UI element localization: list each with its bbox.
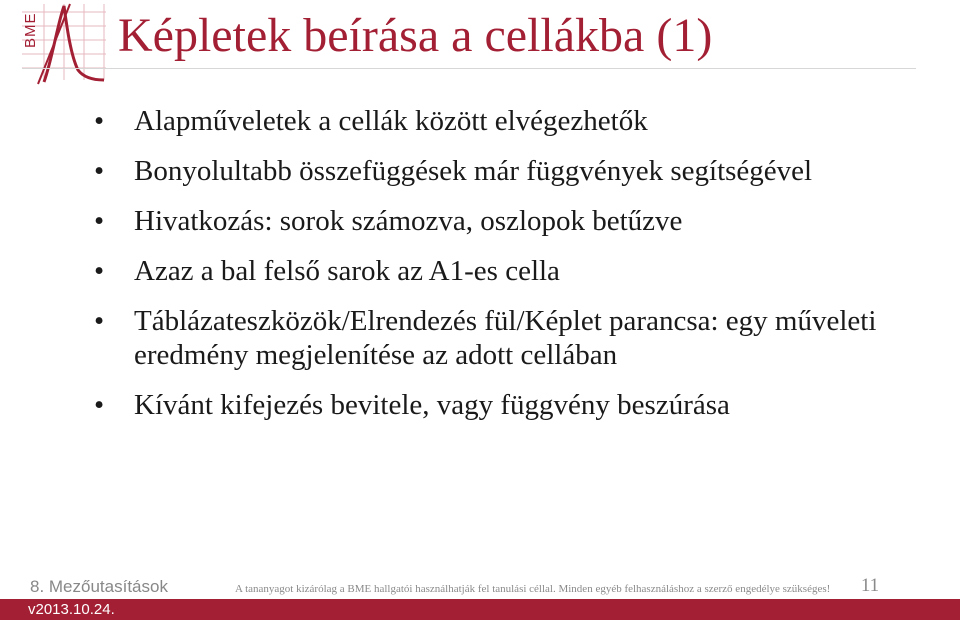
bullet-symbol: •: [94, 205, 105, 237]
bullet-text: Azaz a bal felső sarok az A1-es cella: [134, 255, 560, 287]
bullet-text: Alapműveletek a cellák között elvégezhetők: [134, 105, 648, 137]
footer-section: 8. Mezőutasítások: [30, 577, 168, 596]
bullet-item: [94, 104, 914, 138]
bullet-symbol: •: [94, 255, 105, 287]
page-number: 11: [860, 575, 880, 596]
bullet-list: [94, 104, 914, 438]
bullet-text: Táblázateszközök/Elrendezés fül/Képlet parancsa: egy műveleti eredmény megjelenítése az adott cellában: [134, 305, 877, 371]
bullet-symbol: •: [94, 155, 105, 187]
bullet-item: [94, 304, 914, 372]
title-divider: [22, 68, 916, 69]
footer-notice: A tananyagot kizárólag a BME hallgatói használhatják fel tanulási céllal. Minden egyéb felhasználáshoz a szerző engedélye szükséges!: [235, 583, 831, 595]
bullet-item: [94, 254, 914, 288]
bullet-symbol: •: [94, 389, 105, 421]
bullet-text: Bonyolultabb összefüggések már függvények segítségével: [134, 155, 813, 187]
bullet-symbol: •: [94, 305, 105, 337]
version-label: v2013.10.24.: [28, 601, 115, 618]
bullet-item: [94, 154, 914, 188]
bullet-item: [94, 388, 914, 422]
footer-bar: [0, 599, 960, 620]
logo-text: BME: [22, 12, 39, 48]
bullet-text: Hivatkozás: sorok számozva, oszlopok betűzve: [134, 205, 683, 237]
bullet-item: [94, 204, 914, 238]
slide-title: Képletek beírása a cellákba (1): [118, 9, 713, 62]
bullet-text: Kívánt kifejezés bevitele, vagy függvény beszúrása: [134, 389, 730, 421]
bullet-symbol: •: [94, 105, 105, 137]
